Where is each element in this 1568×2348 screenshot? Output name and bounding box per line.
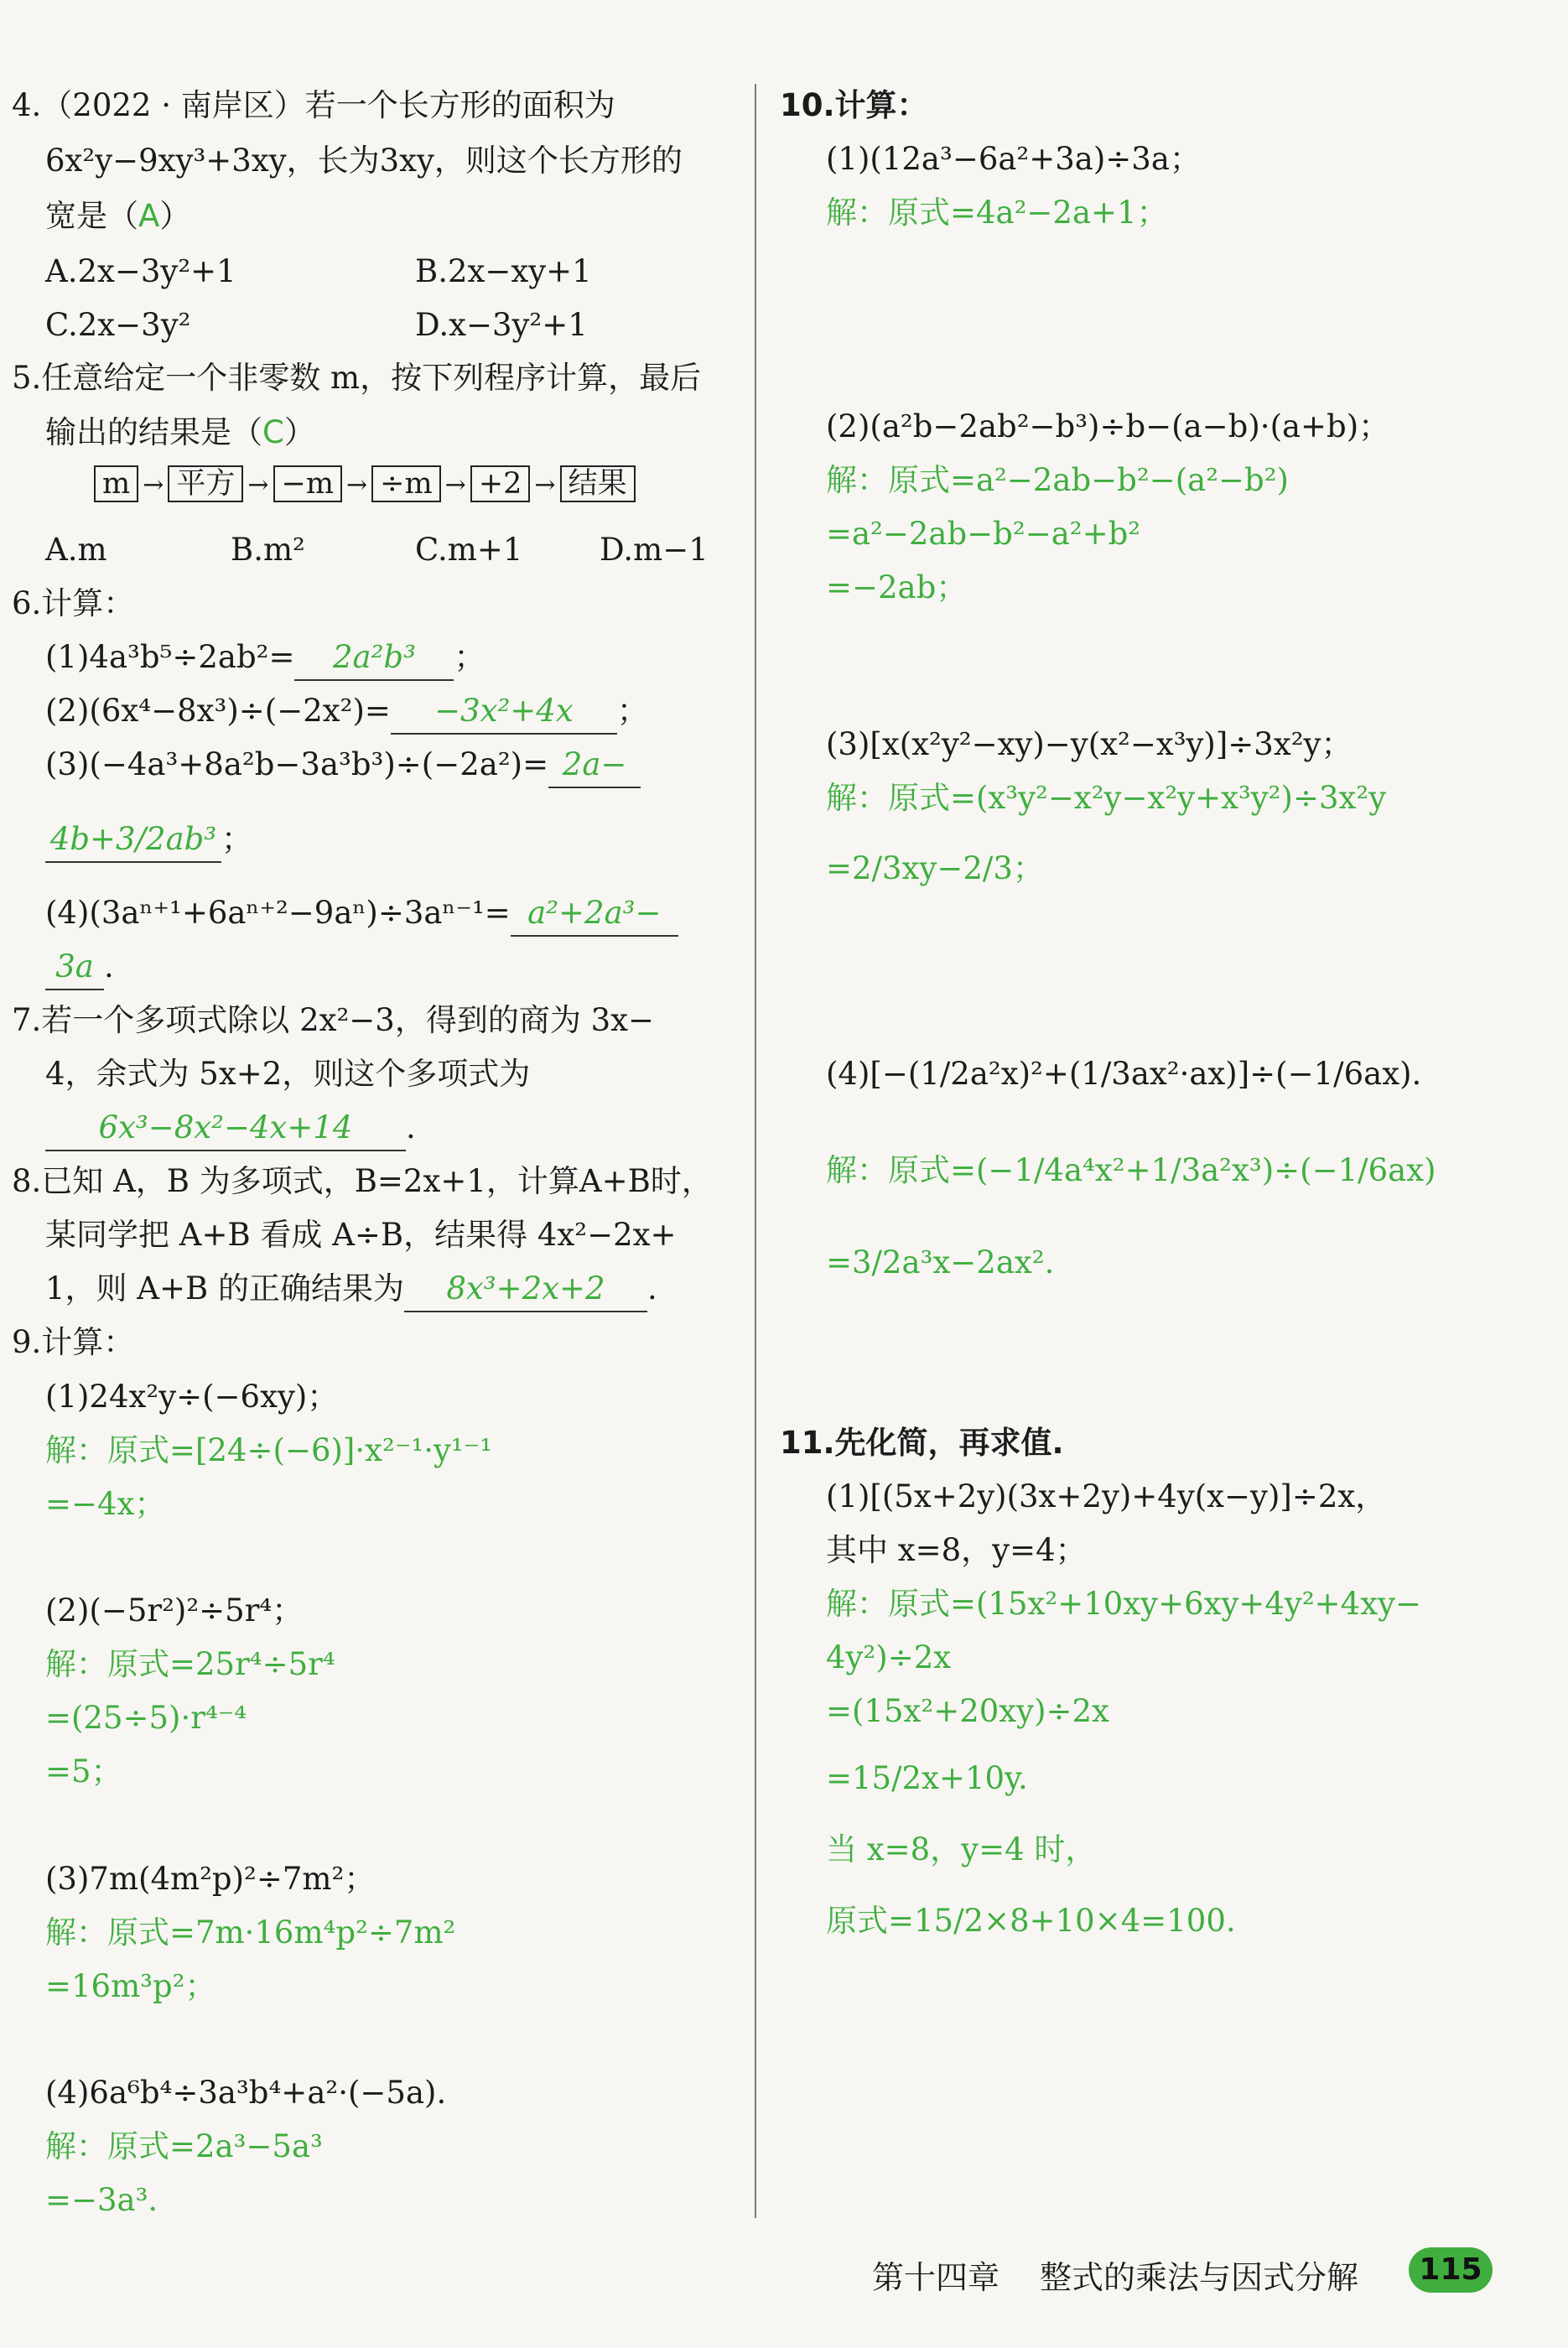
q5-line1: 5.任意给定一个非零数 m，按下列程序计算，最后 [12, 360, 702, 396]
q9-part1: (1)24x²y÷(−6xy)； [45, 1379, 339, 1415]
flow-box: m [94, 465, 138, 502]
flow-box: 平方 [168, 465, 243, 502]
q9-title: 9.计算： [12, 1324, 135, 1360]
q5-option-d: D.m−1 [600, 532, 709, 568]
q10-part3-step2: =2/3xy−2/3； [826, 850, 1044, 886]
flow-box: −m [273, 465, 343, 502]
q9-part1-step2: =−4x； [45, 1486, 166, 1522]
q10-part3: (3)[x(x²y²−xy)−y(x²−x³y)]÷3x²y； [826, 726, 1353, 762]
q9-part4-step2: =−3a³. [45, 2182, 158, 2218]
q5-option-b: B.m² [231, 532, 305, 568]
q9-part2-step1: 解：原式=25r⁴÷5r⁴ [45, 1646, 335, 1682]
q7-line1: 7.若一个多项式除以 2x²−3，得到的商为 3x− [12, 1002, 655, 1038]
q9-part2-step3: =5； [45, 1753, 122, 1790]
q10-part2-step3: =−2ab； [826, 569, 968, 605]
q6-part2: (2)(6x⁴−8x³)÷(−2x²)= −3x²+4x ； [45, 689, 648, 735]
q6-part4 [45, 891, 678, 937]
q9-part1-step1: 解：原式=[24÷(−6)]·x²⁻¹·y¹⁻¹ [45, 1432, 493, 1468]
footer-title: 整式的乘法与因式分解 [1040, 2259, 1359, 2296]
q6-part1: (1)4a³b⁵÷2ab²= 2a²b³ ； [45, 636, 485, 681]
q4-option-b: B.2x−xy+1 [415, 253, 592, 289]
arrow-right-icon: → [143, 470, 164, 500]
q5-option-c: C.m+1 [415, 532, 523, 568]
q10-part2: (2)(a²b−2ab²−b³)÷b−(a−b)·(a+b)； [826, 408, 1390, 444]
arrow-right-icon: → [444, 470, 466, 500]
q10-part2-step2: =a²−2ab−b²−a²+b² [826, 516, 1141, 552]
q5-flowchart [92, 465, 637, 502]
q6-part4-question: (4)(3aⁿ⁺¹+6aⁿ⁺²−9aⁿ)÷3aⁿ⁻¹= [45, 895, 511, 931]
q5-prompt-end: ） [283, 414, 315, 450]
q7-line3: 6x³−8x²−4x+14 . [45, 1106, 416, 1151]
q11-step3: =(15x²+20xy)÷2x [826, 1693, 1109, 1729]
q6-part4-cont: 3a . [45, 945, 114, 990]
q11-step4: =15/2x+10y. [826, 1760, 1028, 1796]
q11-title: 11.先化简，再求值. [780, 1425, 1064, 1461]
q4-option-a: A.2x−3y²+1 [45, 253, 236, 289]
q4-prompt-end: ） [159, 198, 191, 234]
q10-part1: (1)(12a³−6a²+3a)÷3a； [826, 141, 1201, 177]
q9-part3-step2: =16m³p²； [45, 1968, 216, 2004]
q8-line2: 某同学把 A+B 看成 A÷B，结果得 4x²−2x+ [45, 1217, 677, 1253]
q6-part3-question: (3)(−4a³+8a²b−3a³b³)÷(−2a²)= [45, 746, 549, 782]
q6-part3 [45, 743, 641, 788]
q10-title: 10.计算： [780, 87, 928, 123]
q4-line2: 6x²y−9xy³+3xy，长为3xy，则这个长方形的 [45, 143, 683, 179]
arrow-right-icon: → [534, 470, 556, 500]
q9-part2-step2: =(25÷5)·r⁴⁻⁴ [45, 1700, 247, 1736]
q6-part3-answer-a: 2a− [548, 743, 641, 788]
q10-part2-step1: 解：原式=a²−2ab−b²−(a²−b²) [826, 462, 1289, 498]
q11-step6: 原式=15/2×8+10×4=100. [826, 1903, 1236, 1939]
q10-part1-step1: 解：原式=4a²−2a+1； [826, 195, 1168, 231]
q6-part3-answer-b: 4b+3/2ab³ [45, 818, 221, 863]
q6-part2-answer: −3x²+4x [391, 689, 617, 735]
flow-box: 结果 [560, 465, 636, 502]
q7-line2: 4，余式为 5x+2，则这个多项式为 [45, 1056, 531, 1092]
q8-answer: 8x³+2x+2 [404, 1267, 647, 1312]
q4-option-c: C.2x−3y² [45, 307, 191, 343]
q4-prompt: 宽是（ [45, 198, 138, 234]
q6-part4-answer-b: 3a [45, 945, 104, 990]
q9-part2: (2)(−5r²)²÷5r⁴； [45, 1592, 304, 1629]
q9-part3: (3)7m(4m²p)²÷7m²； [45, 1861, 376, 1897]
q4-line3 [45, 195, 190, 238]
q8-line1: 8.已知 A，B 为多项式，B=2x+1，计算A+B时， [12, 1163, 713, 1199]
q6-part4-answer-a: a²+2a³− [511, 891, 678, 937]
q5-answer: C [262, 414, 284, 450]
q6-part2-question: (2)(6x⁴−8x³)÷(−2x²)= [45, 693, 391, 729]
q8-line3: 1，则 A+B 的正确结果为 8x³+2x+2 . [45, 1267, 657, 1312]
q11-step5: 当 x=8，y=4 时， [826, 1831, 1097, 1867]
page-number: 115 [1409, 2247, 1493, 2293]
q8-question: 1，则 A+B 的正确结果为 [45, 1270, 404, 1306]
q10-part4-step2: =3/2a³x−2ax². [826, 1244, 1055, 1280]
arrow-right-icon: → [247, 470, 269, 500]
q4-option-d: D.x−3y²+1 [415, 307, 588, 343]
q5-line2 [45, 411, 315, 455]
q6-title: 6.计算： [12, 585, 135, 621]
q6-part3-cont: 4b+3/2ab³ ； [45, 818, 252, 863]
footer-chapter: 第十四章 [872, 2259, 1000, 2296]
q7-answer: 6x³−8x²−4x+14 [45, 1106, 406, 1151]
q10-part4-step1: 解：原式=(−1/4a⁴x²+1/3a²x³)÷(−1/6ax) [826, 1152, 1436, 1188]
q4-answer: A [138, 198, 160, 234]
column-divider [755, 84, 756, 2218]
q5-option-a: A.m [45, 532, 107, 568]
q9-part3-step1: 解：原式=7m·16m⁴p²÷7m² [45, 1914, 456, 1951]
q6-part1-question: (1)4a³b⁵÷2ab²= [45, 639, 295, 675]
flow-box: ÷m [371, 465, 441, 502]
flow-box: +2 [470, 465, 531, 502]
q11-condition: 其中 x=8，y=4； [826, 1532, 1087, 1568]
q11-step2: 4y²)÷2x [826, 1639, 952, 1675]
arrow-right-icon: → [346, 470, 368, 500]
q5-prompt: 输出的结果是（ [45, 414, 262, 450]
q9-part4: (4)6a⁶b⁴÷3a³b⁴+a²·(−5a). [45, 2075, 447, 2111]
q11-part1: (1)[(5x+2y)(3x+2y)+4y(x−y)]÷2x， [826, 1478, 1387, 1514]
q10-part3-step1: 解：原式=(x³y²−x²y−x²y+x³y²)÷3x²y [826, 780, 1387, 816]
q11-step1: 解：原式=(15x²+10xy+6xy+4y²+4xy− [826, 1586, 1421, 1622]
q10-part4: (4)[−(1/2a²x)²+(1/3ax²·ax)]÷(−1/6ax). [826, 1056, 1422, 1092]
q4-line1: 4.（2022 · 南岸区）若一个长方形的面积为 [12, 87, 615, 123]
q6-part1-answer: 2a²b³ [294, 636, 454, 681]
q9-part4-step1: 解：原式=2a³−5a³ [45, 2128, 323, 2164]
